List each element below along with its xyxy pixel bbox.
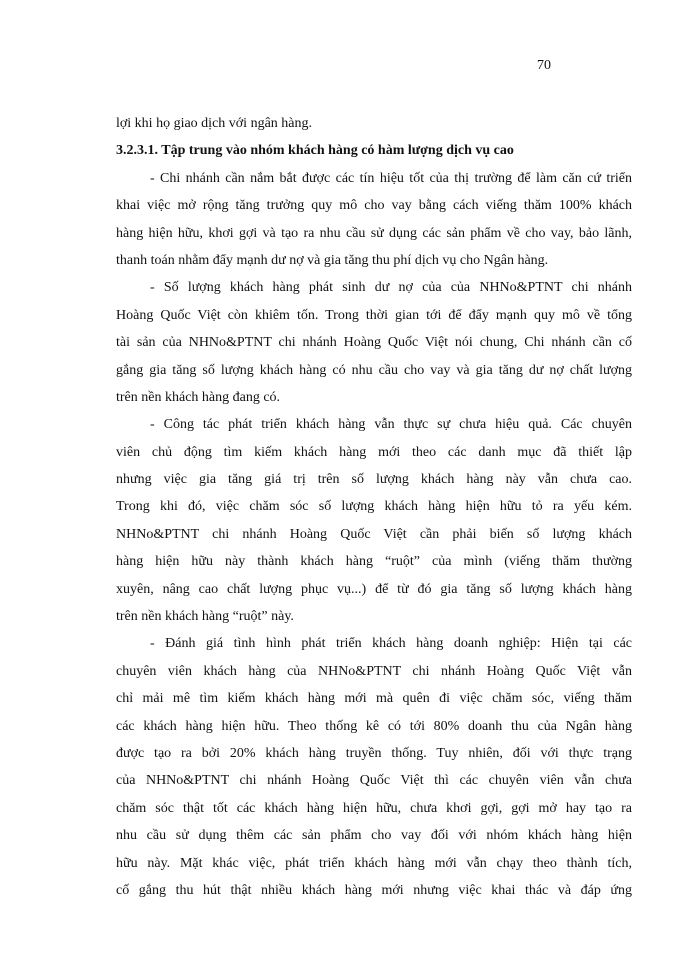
paragraph-line: được tạo ra bởi 20% khách hàng truyền thống. Tuy nhiên, đối với thực trạng [116, 745, 632, 761]
paragraph-line: hàng hiện hữu, khơi gợi và tạo ra nhu cầu sử dụng các sản phẩm về cho vay, bảo lãnh, [116, 225, 632, 241]
paragraph-line: chỉ mải mê tìm kiếm khách hàng mới mà quên đi việc chăm sóc, viếng thăm [116, 691, 632, 707]
paragraph-line: NHNo&PTNT chi nhánh Hoàng Quốc Việt cần phải biến số lượng khách [116, 526, 632, 542]
paragraph-line: trên nền khách hàng đang có. [116, 389, 281, 405]
text-line: lợi khi họ giao dịch với ngân hàng. [116, 116, 312, 131]
paragraph-line: chuyên viên khách hàng của NHNo&PTNT chi nhánh Hoàng Quốc Việt vẫn [116, 663, 632, 679]
document-body [116, 110, 632, 904]
paragraph-line: gắng gia tăng số lượng khách hàng có nhu cầu cho vay và gia tăng dư nợ chất lượng [116, 362, 632, 378]
paragraph-line: - Công tác phát triển khách hàng vẫn thực sự chưa hiệu quả. Các chuyên [150, 417, 632, 433]
paragraph-line: xuyên, nâng cao chất lượng phục vụ...) để từ đó gia tăng số lượng khách hàng [116, 581, 632, 597]
paragraph-line: Trong khi đó, việc chăm sóc số lượng khách hàng hiện hữu tỏ ra yếu kém. [116, 499, 632, 515]
paragraph-line: Hoàng Quốc Việt còn khiêm tốn. Trong thời gian tới để đẩy mạnh quy mô về tổng [116, 307, 632, 323]
paragraph-line: hàng hiện hữu này thành khách hàng “ruột” của mình (viếng thăm thường [116, 554, 632, 570]
paragraph-line: hữu này. Mặt khác việc, phát triển khách hàng mới vẫn chạy theo thành tích, [116, 855, 632, 871]
paragraph-line: trên nền khách hàng “ruột” này. [116, 609, 294, 625]
paragraph-line: chăm sóc thật tốt các khách hàng hiện hữu, chưa khơi gợi, gợi mở hay tạo ra [116, 800, 632, 816]
paragraph-line: của NHNo&PTNT chi nhánh Hoàng Quốc Việt thì các chuyên viên vẫn chưa [116, 773, 632, 789]
section-heading: 3.2.3.1. Tập trung vào nhóm khách hàng có hàm lượng dịch vụ cao [116, 143, 514, 159]
paragraph-line: - Đánh giá tình hình phát triển khách hàng doanh nghiệp: Hiện tại các [150, 636, 632, 652]
paragraph-line: các khách hàng hiện hữu. Theo thống kê có tới 80% doanh thu của Ngân hàng [116, 718, 632, 734]
paragraph-line: khai việc mở rộng tăng trưởng quy mô cho vay bằng cách viếng thăm 100% khách [116, 198, 632, 214]
paragraph-line: - Chi nhánh cần nắm bắt được các tín hiệu tốt của thị trường để làm căn cứ triển [150, 170, 632, 186]
page-number: 70 [537, 58, 551, 73]
paragraph-line: thanh toán nhằm đẩy mạnh dư nợ và gia tăng thu phí dịch vụ cho Ngân hàng. [116, 252, 549, 268]
paragraph-line: nhưng việc gia tăng giá trị trên số lượng khách hàng này vẫn chưa cao. [116, 472, 632, 488]
paragraph-line: cố gắng thu hút thật nhiều khách hàng mới nhưng việc khai thác và đáp ứng [116, 882, 632, 898]
paragraph-line: tài sản của NHNo&PTNT chi nhánh Hoàng Quốc Việt nói chung, Chi nhánh cần cố [116, 335, 632, 351]
paragraph-line: nhu cầu sử dụng thêm các sản phẩm cho vay đối với nhóm khách hàng hiện [116, 828, 632, 844]
paragraph-line: - Số lượng khách hàng phát sinh dư nợ của của NHNo&PTNT chi nhánh [150, 280, 632, 296]
paragraph-line: viên chủ động tìm kiếm khách hàng mới theo các danh mục đã thiết lập [116, 444, 632, 460]
